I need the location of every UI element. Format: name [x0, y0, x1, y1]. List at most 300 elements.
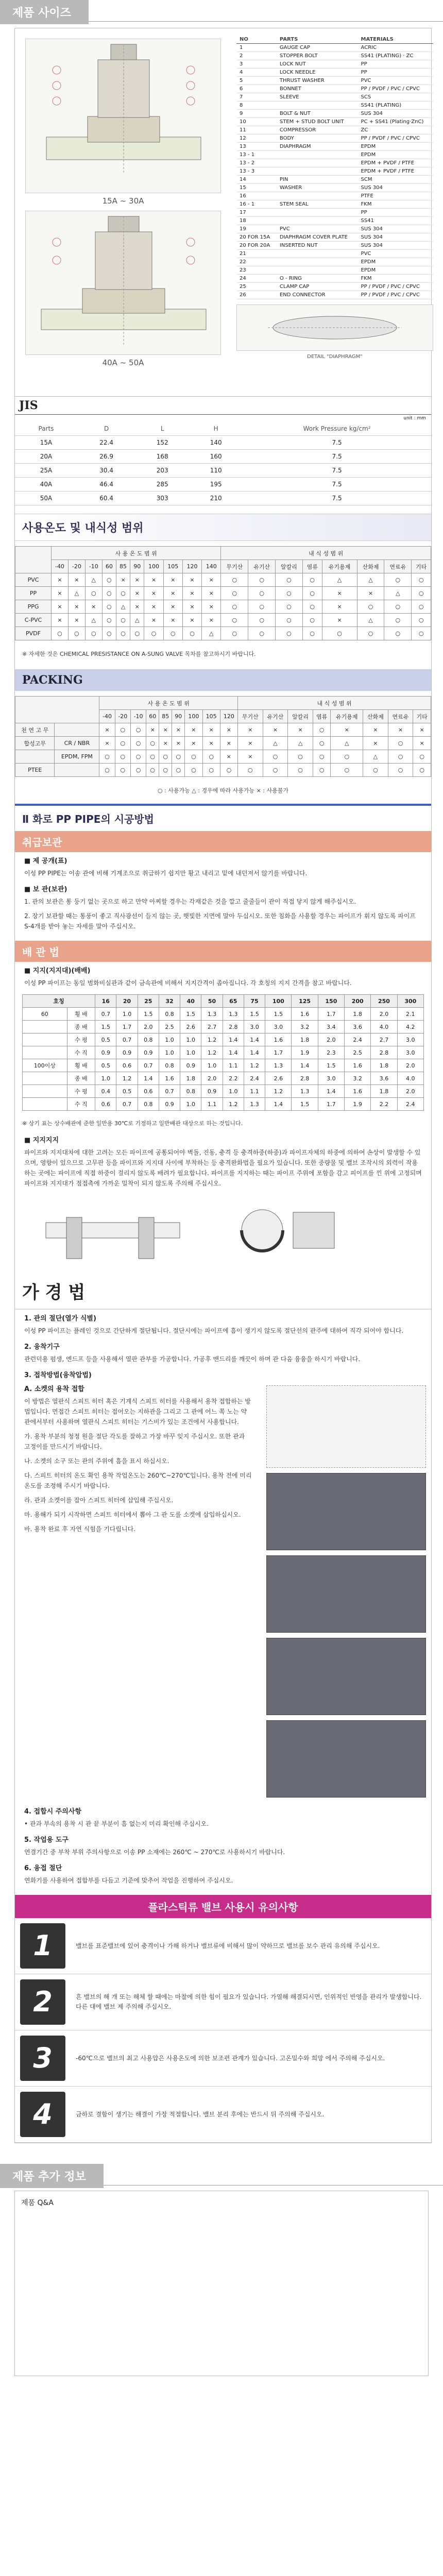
- chem-cell: △: [322, 573, 357, 587]
- support-cell: 1.1: [223, 1059, 244, 1072]
- chem-cell: ○: [302, 573, 322, 587]
- chem-cell: △: [357, 614, 384, 627]
- support-cell: 1.2: [223, 1098, 244, 1111]
- support-cell: 0.8: [159, 1059, 180, 1072]
- chem-cell: ○: [144, 627, 163, 640]
- chem-cell: ×: [144, 600, 163, 614]
- jis-cell: 26.9: [77, 450, 135, 464]
- parts-cell: 19: [236, 225, 277, 233]
- chem-resist-header: 기타: [412, 560, 431, 573]
- parts-row: [236, 52, 433, 60]
- packing-cell: ○: [388, 737, 413, 750]
- support-cell: 3.0: [318, 1072, 344, 1085]
- packing-cell: ×: [220, 737, 237, 750]
- chem-row: [15, 627, 431, 640]
- support-cell: 3.0: [397, 1046, 423, 1059]
- parts-cell: PP / PVDF / PVC / CPVC: [358, 283, 433, 291]
- support-header: 65: [223, 995, 244, 1008]
- chem-cell: ○: [182, 627, 201, 640]
- parts-cell: 5: [236, 77, 277, 85]
- joining-p6: 연화기를 사용하여 접합부를 다듬고 기준에 맞추어 작업을 진행하여 주십시오.: [24, 1877, 233, 1884]
- support-cell: 0.8: [180, 1085, 201, 1098]
- chem-temp-header: -10: [85, 560, 102, 573]
- support-cell: 2.4: [244, 1072, 265, 1085]
- chem-cell: ○: [412, 614, 431, 627]
- packing-cell: ○: [313, 723, 331, 737]
- joining-h2: 2. 융착기구: [24, 1343, 60, 1351]
- packing-cell: ×: [363, 723, 388, 737]
- chem-cell: ×: [52, 573, 69, 587]
- packing-resist-header: 기타: [413, 710, 431, 723]
- parts-row: [236, 134, 433, 143]
- chem-temp-header: 120: [182, 560, 201, 573]
- support-cell: 4.0: [371, 1021, 397, 1033]
- chem-row: [15, 600, 431, 614]
- jis-unit: unit : mm: [403, 416, 426, 421]
- chem-cell: ×: [202, 587, 221, 600]
- chem-temp-header: 60: [102, 560, 116, 573]
- caption-small: 15A ~ 30A: [102, 196, 144, 206]
- chem-cell: △: [85, 614, 102, 627]
- chem-cell: ○: [85, 587, 102, 600]
- packing-resist-header: 유기산: [263, 710, 288, 723]
- support-cell: 1.5: [138, 1008, 159, 1021]
- chem-cell: ×: [182, 573, 201, 587]
- chem-material: PPG: [15, 600, 52, 614]
- parts-cell: FKM: [358, 200, 433, 209]
- chem-cell: ○: [412, 573, 431, 587]
- support-header: 100: [265, 995, 292, 1008]
- packing-cell: ○: [202, 750, 220, 764]
- chem-material: PVDF: [15, 627, 52, 640]
- parts-cell: SUS 304: [358, 110, 433, 118]
- piping-p1: 이성 PP 파이프는 동일 범화비실관과 같이 금속관에 비해서 지지간격이 좁아집니다. 각 호칭의 지지 간격을 참고 바랍니다.: [24, 979, 352, 987]
- packing-cell: ×: [363, 737, 388, 750]
- valve-drawings: [15, 28, 231, 396]
- support-cell: 0.7: [116, 1033, 138, 1046]
- packing-resist-header: 산화제: [363, 710, 388, 723]
- caution-number-icon: 1: [20, 1923, 65, 1969]
- parts-row: [236, 167, 433, 176]
- chem-table: [15, 546, 431, 640]
- packing-cell: ×: [159, 723, 172, 737]
- chem-cell: ○: [221, 627, 248, 640]
- parts-row: [236, 101, 433, 110]
- support-cell: 3.0: [244, 1021, 265, 1033]
- support-cell: 1.9: [292, 1046, 318, 1059]
- packing-material: 천 연 고 무: [15, 723, 55, 737]
- support-cell: 60: [23, 1008, 67, 1021]
- parts-cell: O - RING: [277, 275, 358, 283]
- tab-product-extra[interactable]: 제품 추가 정보: [0, 2164, 104, 2188]
- support-cell: 수 직: [67, 1098, 95, 1111]
- packing-cell: ○: [130, 723, 146, 737]
- parts-row: [236, 283, 433, 291]
- parts-cell: 20 FOR 20A: [236, 242, 277, 250]
- parts-row: [236, 159, 433, 167]
- support-cell: 1.5: [180, 1008, 201, 1021]
- packing-cell: ○: [313, 737, 331, 750]
- packing-submaterial: [55, 723, 99, 737]
- chem-cell: ○: [116, 627, 130, 640]
- support-cell: 2.5: [159, 1021, 180, 1033]
- chem-cell: △: [85, 573, 102, 587]
- parts-cell: THRUST WASHER: [277, 77, 358, 85]
- chem-cell: ×: [52, 614, 69, 627]
- packing-cell: ×: [172, 737, 185, 750]
- chem-cell: ○: [163, 627, 182, 640]
- packing-cell: ×: [238, 723, 263, 737]
- parts-cell: PP: [358, 60, 433, 69]
- support-cell: 1.6: [345, 1059, 371, 1072]
- chem-cell: ○: [412, 627, 431, 640]
- chem-cell: ×: [163, 614, 182, 627]
- packing-cell: ×: [388, 723, 413, 737]
- joining-photos: [261, 1380, 431, 1803]
- support-cell: 2.0: [397, 1059, 423, 1072]
- chem-cell: ×: [163, 573, 182, 587]
- support-cell: 1.0: [180, 1046, 201, 1059]
- support-cell: 1.2: [201, 1046, 223, 1059]
- joining-step4: 라. 관과 소켓이를 잡아 스피트 히터에 삽입해 주십시오.: [24, 1497, 174, 1504]
- chem-cell: ○: [221, 600, 248, 614]
- packing-material: 합성고무: [15, 737, 55, 750]
- support-header: 75: [244, 995, 265, 1008]
- support-cell: 2.8: [223, 1021, 244, 1033]
- parts-cell: SS41: [358, 217, 433, 225]
- chem-cell: ○: [276, 627, 303, 640]
- support-cell: 1.0: [95, 1072, 116, 1085]
- parts-row: [236, 250, 433, 258]
- parts-cell: 8: [236, 101, 277, 110]
- parts-cell: 2: [236, 52, 277, 60]
- chem-cell: ○: [52, 627, 69, 640]
- packing-resist-header: 알칼리: [288, 710, 313, 723]
- joining-photo-1: [266, 1473, 426, 1550]
- jis-row: [15, 436, 431, 450]
- jis-cell: 50A: [15, 492, 77, 505]
- parts-cell: STEM + STUD BOLT UNIT: [277, 118, 358, 126]
- packing-submaterial: EPDM, FPM: [55, 750, 99, 764]
- parts-cell: SLEEVE: [277, 93, 358, 101]
- packing-temp-header: 120: [220, 710, 237, 723]
- jis-cell: 7.5: [243, 436, 431, 450]
- packing-cell: ○: [130, 737, 146, 750]
- chem-cell: ×: [357, 587, 384, 600]
- parts-cell: PVC: [358, 250, 433, 258]
- packing-cell: ×: [263, 723, 288, 737]
- tab-product-size[interactable]: 제품 사이즈: [0, 0, 89, 24]
- jis-cell: 140: [189, 436, 243, 450]
- chem-cell: ○: [248, 600, 276, 614]
- support-cell: 3.4: [318, 1021, 344, 1033]
- support-cell: 1.3: [244, 1098, 265, 1111]
- joining-p3a: 이 방법은 열판식 스피트 히터 혹은 기계식 스피트 히터를 사용해서 용착 접합하는 방법입니다. 면접간 스피트 히터는 접어오는 지하관을 그리고 그 관에 어느 쪽 노는 약관에서부터 사용하며 열판식 스피트 히터는 기스비가 있는 조건에서 사용합니다.: [24, 1398, 251, 1426]
- jis-cell: 203: [135, 464, 189, 478]
- joining-step2: 나. 소켓의 소구 또는 관의 주위에 흠을 표시 하십시오.: [24, 1458, 169, 1465]
- parts-row: [236, 69, 433, 77]
- packing-temp-header: 85: [159, 710, 172, 723]
- packing-cell: ○: [313, 750, 331, 764]
- detail-label: DETAIL "DIAPHRAGM": [307, 354, 363, 360]
- joining-h4: 4. 접합시 주의사항: [24, 1808, 81, 1816]
- packing-cell: ○: [172, 750, 185, 764]
- parts-cell: 13 - 3: [236, 167, 277, 176]
- chem-cell: ○: [221, 614, 248, 627]
- chem-resist-header: 유기산: [248, 560, 276, 573]
- caution-text: 흔 밸브의 해 개 또는 해체 할 때에는 마찰에 의한 힘이 필요가 있습니다. 가열해 해결되시면, 인위적인 반영을 관리가 발생합니다. 다른 대에 밸브 제 주의해 주십시오.: [76, 1993, 422, 2010]
- packing-cell: ×: [331, 723, 363, 737]
- parts-row: [236, 225, 433, 233]
- caution-number-icon: 2: [20, 1979, 65, 2025]
- jis-cell: 22.4: [77, 436, 135, 450]
- chem-cell: ○: [85, 627, 102, 640]
- support-cell: 2.7: [201, 1021, 223, 1033]
- packing-table: [15, 696, 431, 777]
- joining-h6: 6. 융접 절단: [24, 1865, 62, 1872]
- parts-cell: PIN: [277, 176, 358, 184]
- support-cell: 1.0: [159, 1046, 180, 1059]
- parts-cell: EPDM: [358, 151, 433, 159]
- chem-cell: ○: [322, 627, 357, 640]
- chem-cell: ○: [248, 614, 276, 627]
- support-cell: 1.0: [180, 1098, 201, 1111]
- support-cell: 0.6: [138, 1085, 159, 1098]
- chem-material: PP: [15, 587, 52, 600]
- jis-col-pressure: Work Pressure kg/cm²: [243, 422, 431, 436]
- parts-cell: PP: [358, 69, 433, 77]
- support-cell: 1.6: [345, 1085, 371, 1098]
- valve-drawing-small: [25, 39, 221, 193]
- chem-group-resist: 내 식 성 범 위: [221, 547, 431, 560]
- support-cell: 0.7: [159, 1085, 180, 1098]
- parts-cell: 20 FOR 15A: [236, 233, 277, 242]
- chem-cell: △: [357, 573, 384, 587]
- chem-cell: ○: [384, 573, 412, 587]
- support-illustration-1: [36, 1197, 190, 1264]
- packing-legend: ○ : 사용가능 △ : 경우에 따라 사용가능 × : 사용불가: [158, 787, 288, 794]
- chem-resist-header: 알칼리: [276, 560, 303, 573]
- joining-p2: 관런덕용 펌생, 엔드프 등을 사용해서 열판 관부를 가공합니다. 가공후 맨드리를 깨끗이 하며 관 다음 융융을 하시기 바랍니다.: [24, 1355, 361, 1363]
- packing-cell: ○: [238, 764, 263, 777]
- valve-drawing-large: [25, 211, 221, 355]
- parts-cell: 6: [236, 85, 277, 93]
- parts-row: [236, 233, 433, 242]
- parts-cell: 15: [236, 184, 277, 192]
- jis-table: [15, 422, 431, 505]
- parts-cell: STOPPER BOLT: [277, 52, 358, 60]
- parts-cell: PVC: [358, 77, 433, 85]
- packing-cell: ○: [413, 750, 431, 764]
- parts-cell: 12: [236, 134, 277, 143]
- parts-cell: SUS 304: [358, 225, 433, 233]
- chem-cell: ○: [302, 614, 322, 627]
- chem-cell: ×: [322, 614, 357, 627]
- parts-cell: FKM: [358, 275, 433, 283]
- support-cell: 1.3: [265, 1059, 292, 1072]
- parts-cell: PTFE: [358, 192, 433, 200]
- chem-resist-header: 산화제: [357, 560, 384, 573]
- jis-cell: 7.5: [243, 464, 431, 478]
- parts-col-name: PARTS: [277, 36, 358, 44]
- parts-row: [236, 93, 433, 101]
- packing-temp-header: 60: [146, 710, 159, 723]
- support-cell: 0.9: [180, 1059, 201, 1072]
- packing-cell: ○: [288, 764, 313, 777]
- joining-photo-2: [266, 1555, 426, 1633]
- parts-cell: SCM: [358, 176, 433, 184]
- support-cell: 1.4: [244, 1046, 265, 1059]
- packing-cell: ○: [99, 750, 115, 764]
- support-cell: 1.4: [138, 1072, 159, 1085]
- support-cell: 1.8: [292, 1033, 318, 1046]
- caption-large: 40A ~ 50A: [102, 358, 144, 367]
- chem-cell: ○: [276, 587, 303, 600]
- parts-table: [236, 36, 433, 299]
- chem-cell: ×: [182, 600, 201, 614]
- packing-title: PACKING: [15, 669, 431, 691]
- parts-cell: [277, 266, 358, 275]
- parts-row: [236, 275, 433, 283]
- support-cell: 3.6: [371, 1072, 397, 1085]
- packing-cell: ○: [313, 764, 331, 777]
- parts-cell: [277, 217, 358, 225]
- support-cell: 0.8: [138, 1033, 159, 1046]
- packing-resist-header: 염류: [313, 710, 331, 723]
- chem-cell: ○: [384, 614, 412, 627]
- chem-cell: ×: [116, 573, 130, 587]
- packing-cell: ×: [413, 723, 431, 737]
- support-cell: 1.4: [318, 1085, 344, 1098]
- support-cell: 2.1: [397, 1008, 423, 1021]
- parts-row: [236, 258, 433, 266]
- chem-cell: ○: [302, 600, 322, 614]
- support-row: [23, 1046, 424, 1059]
- parts-row: [236, 85, 433, 93]
- support-cell: 0.7: [116, 1098, 138, 1111]
- packing-cell: ○: [331, 764, 363, 777]
- chem-cell: ×: [68, 573, 85, 587]
- packing-row: [15, 764, 431, 777]
- parts-row: [236, 209, 433, 217]
- chem-cell: ○: [221, 573, 248, 587]
- packing-resist-header: 무기산: [238, 710, 263, 723]
- support-header: 16: [95, 995, 116, 1008]
- chem-cell: ○: [102, 587, 116, 600]
- joining-step3: 다. 스피트 히터의 온도 확인 용착 작업온도는 260℃~270℃입니다. 용착 전에 미리 온도를 조정해 주시기 바랍니다.: [24, 1472, 252, 1489]
- chem-row: [15, 573, 431, 587]
- support-cell: 종 배: [67, 1072, 95, 1085]
- chem-note: ※ 자세한 것은 CHEMICAL PRESISTANCE ON A-SUNG VALVE 목차를 참고하시기 바랍니다.: [22, 651, 256, 657]
- support-cell: 3.0: [265, 1021, 292, 1033]
- support-cell: 1.4: [265, 1098, 292, 1111]
- support-cell: 2.0: [138, 1021, 159, 1033]
- parts-cell: 14: [236, 176, 277, 184]
- packing-submaterial: CR / NBR: [55, 737, 99, 750]
- support-cell: 수 평: [67, 1033, 95, 1046]
- handling-p2: 1. 관의 보관은 통 둥기 없는 곳으로 하고 만약 아찌할 경우는 각재같은 것을 깔고 줄줄들이 관이 직접 닿지 않게 해주십시오.: [24, 898, 356, 905]
- chem-cell: ×: [163, 600, 182, 614]
- support-cell: 1.5: [95, 1021, 116, 1033]
- support-cell: [23, 1072, 67, 1085]
- support-header: 20: [116, 995, 138, 1008]
- joining-step6: 바. 용착 완료 후 자연 식힘을 기다립니다.: [24, 1526, 135, 1533]
- parts-row: [236, 200, 433, 209]
- packing-cell: ○: [288, 750, 313, 764]
- support-cell: 1.5: [318, 1059, 344, 1072]
- extra-tab-bar: [0, 2164, 443, 2185]
- packing-temp-header: 90: [172, 710, 185, 723]
- chem-cell: ○: [221, 587, 248, 600]
- packing-temp-header: 100: [185, 710, 202, 723]
- parts-cell: 13 - 2: [236, 159, 277, 167]
- chem-cell: ×: [322, 587, 357, 600]
- parts-cell: EPDM: [358, 258, 433, 266]
- packing-cell: ×: [202, 737, 220, 750]
- packing-cell: ○: [159, 750, 172, 764]
- support-row: [23, 1059, 424, 1072]
- jis-cell: 210: [189, 492, 243, 505]
- packing-cell: ○: [115, 723, 130, 737]
- packing-cell: ○: [115, 764, 130, 777]
- jis-cell: 7.5: [243, 450, 431, 464]
- support-cell: 1.6: [159, 1072, 180, 1085]
- chem-resist-header: 무기산: [221, 560, 248, 573]
- packing-group-resist: 내 식 성 범 위: [238, 697, 431, 710]
- packing-cell: ○: [220, 764, 237, 777]
- packing-cell: △: [331, 737, 363, 750]
- caution-list: [15, 1918, 431, 2143]
- parts-cell: PVC: [277, 225, 358, 233]
- parts-cell: END CONNECTOR: [277, 291, 358, 299]
- support-cell: 1.4: [292, 1059, 318, 1072]
- jis-cell: 60.4: [77, 492, 135, 505]
- packing-cell: △: [288, 737, 313, 750]
- parts-cell: [277, 209, 358, 217]
- parts-row: [236, 242, 433, 250]
- caution-item: [15, 1974, 431, 2030]
- support-cell: 2.2: [371, 1098, 397, 1111]
- jis-cell: 195: [189, 478, 243, 492]
- joining-p4: • 관과 부속의 용착 시 관 끝 부분이 흠 없는지 미리 확인해 주십시오.: [24, 1820, 209, 1827]
- diaphragm-detail-drawing: [236, 304, 433, 351]
- support-cell: 1.5: [292, 1098, 318, 1111]
- support-header: 150: [318, 995, 344, 1008]
- handling-s2: ■ 보 관(보관): [24, 886, 67, 893]
- piping-note: ※ 상기 표는 상수배관에 준한 일반용 30℃로 기정하고 일반배관 대상으로 하는 것입니다.: [22, 1120, 243, 1127]
- support-cell: 0.5: [116, 1085, 138, 1098]
- support-cell: 1.2: [201, 1033, 223, 1046]
- chem-cell: ×: [202, 600, 221, 614]
- parts-cell: 13 - 1: [236, 151, 277, 159]
- support-illustration-2: [200, 1197, 355, 1264]
- product-spec-frame: [14, 28, 432, 2143]
- chem-temp-header: 100: [144, 560, 163, 573]
- support-cell: 0.9: [116, 1046, 138, 1059]
- packing-cell: ×: [202, 723, 220, 737]
- support-cell: 1.9: [345, 1098, 371, 1111]
- parts-col-material: MATERIALS: [358, 36, 433, 44]
- chem-cell: ○: [384, 600, 412, 614]
- parts-cell: 1: [236, 44, 277, 52]
- parts-cell: ACRIC: [358, 44, 433, 52]
- chem-temp-header: 85: [116, 560, 130, 573]
- parts-cell: 3: [236, 60, 277, 69]
- support-cell: 2.2: [223, 1072, 244, 1085]
- support-cell: [23, 1085, 67, 1098]
- packing-cell: ○: [388, 750, 413, 764]
- parts-cell: 11: [236, 126, 277, 134]
